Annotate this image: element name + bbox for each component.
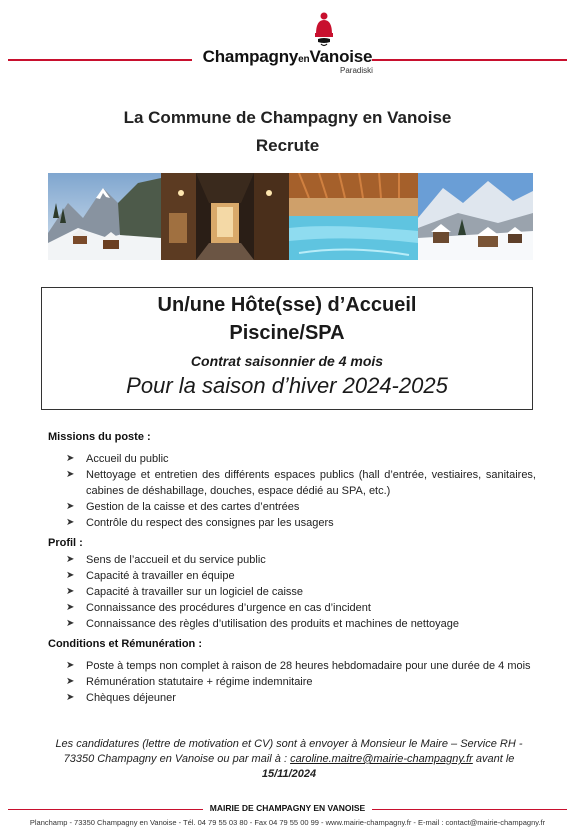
- photo-spa-corridor: [161, 173, 289, 260]
- arrow-bullet-icon: ➤: [66, 692, 75, 703]
- arrow-bullet-icon: ➤: [66, 660, 75, 671]
- list-item: ➤ Capacité à travailler sur un logiciel de caisse: [66, 586, 304, 598]
- list-item: ➤ Chèques déjeuner: [66, 692, 176, 704]
- missions-list: [66, 451, 536, 531]
- job-title-box: [41, 287, 533, 410]
- season: Pour la saison d’hiver 2024-2025: [126, 373, 448, 398]
- arrow-bullet-icon: ➤: [66, 602, 75, 613]
- list-item: ➤ Nettoyage et entretien des différents espaces publics (hall d’entrée, vestiaires, sanitaires, cabines de déshabillage, douches, espace dédié au SPA, etc.): [66, 469, 536, 497]
- skier-hat-icon: [312, 12, 336, 48]
- list-item: ➤ Connaissance des procédures d’urgence en cas d’incident: [66, 602, 371, 614]
- photo-swimming-pool: [289, 173, 418, 260]
- conditions-heading: Conditions et Rémunération :: [48, 638, 202, 650]
- list-item: ➤ Gestion de la caisse et des cartes d’entrées: [66, 501, 300, 513]
- logo-en: en: [298, 54, 310, 65]
- arrow-bullet-icon: ➤: [66, 453, 75, 464]
- job-location: Piscine/SPA: [229, 322, 345, 344]
- profil-list: [66, 552, 536, 632]
- conditions-list: [66, 658, 532, 706]
- list-item: ➤ Contrôle du respect des consignes par les usagers: [66, 517, 334, 529]
- contract-type: Contrat saisonnier de 4 mois: [190, 353, 384, 369]
- deadline-date: 15/11/2024: [261, 768, 317, 780]
- photo-strip: [48, 173, 533, 260]
- footer-contact-info: Planchamp - 73350 Champagny en Vanoise - Tél. 04 79 55 03 80 - Fax 04 79 55 00 99 - www.mairie-champagny.fr - E-mail : contact@mairie-champagny.fr: [29, 818, 546, 827]
- arrow-bullet-icon: ➤: [66, 676, 75, 687]
- missions-heading: Missions du poste :: [48, 431, 151, 443]
- list-item: ➤ Accueil du public: [66, 453, 169, 465]
- logo-wordmark: [0, 47, 575, 70]
- arrow-bullet-icon: ➤: [66, 469, 75, 480]
- profil-heading: Profil :: [48, 537, 83, 549]
- arrow-bullet-icon: ➤: [66, 517, 75, 528]
- photo-mountain-village: [48, 173, 161, 260]
- page-subtitle: Recrute: [255, 136, 320, 155]
- list-item: ➤ Capacité à travailler en équipe: [66, 570, 235, 582]
- list-item: ➤ Poste à temps non complet à raison de 28 heures hebdomadaire pour une durée de 4 mois: [66, 660, 531, 672]
- job-title: Un/une Hôte(sse) d’Accueil: [157, 294, 417, 316]
- application-instructions: Les candidatures (lettre de motivation et CV) sont à envoyer à Monsieur le Maire – Service RH - 73350 Champagny en Vanoise ou par mail à : caroline.maitre@mairie-champagny.fr avant le 15/11/2024: [55, 738, 523, 780]
- logo-paradiski: Paradiski: [340, 66, 373, 75]
- list-item: ➤ Rémunération statutaire + régime indemnitaire: [66, 676, 313, 688]
- arrow-bullet-icon: ➤: [66, 501, 75, 512]
- list-item: ➤ Sens de l’accueil et du service public: [66, 554, 266, 566]
- logo-vanoise: Vanoise: [309, 47, 373, 66]
- list-item: ➤ Connaissance des règles d’utilisation des produits et machines de nettoyage: [66, 618, 460, 630]
- arrow-bullet-icon: ➤: [66, 586, 75, 597]
- logo-champagny: Champagny: [202, 47, 299, 66]
- arrow-bullet-icon: ➤: [66, 618, 75, 629]
- email-link[interactable]: caroline.maitre@mairie-champagny.fr: [290, 753, 473, 765]
- photo-snowy-village: [418, 173, 533, 260]
- page-title: La Commune de Champagny en Vanoise: [123, 108, 452, 127]
- arrow-bullet-icon: ➤: [66, 570, 75, 581]
- footer-title: MAIRIE DE CHAMPAGNY EN VANOISE: [209, 803, 366, 813]
- arrow-bullet-icon: ➤: [66, 554, 75, 565]
